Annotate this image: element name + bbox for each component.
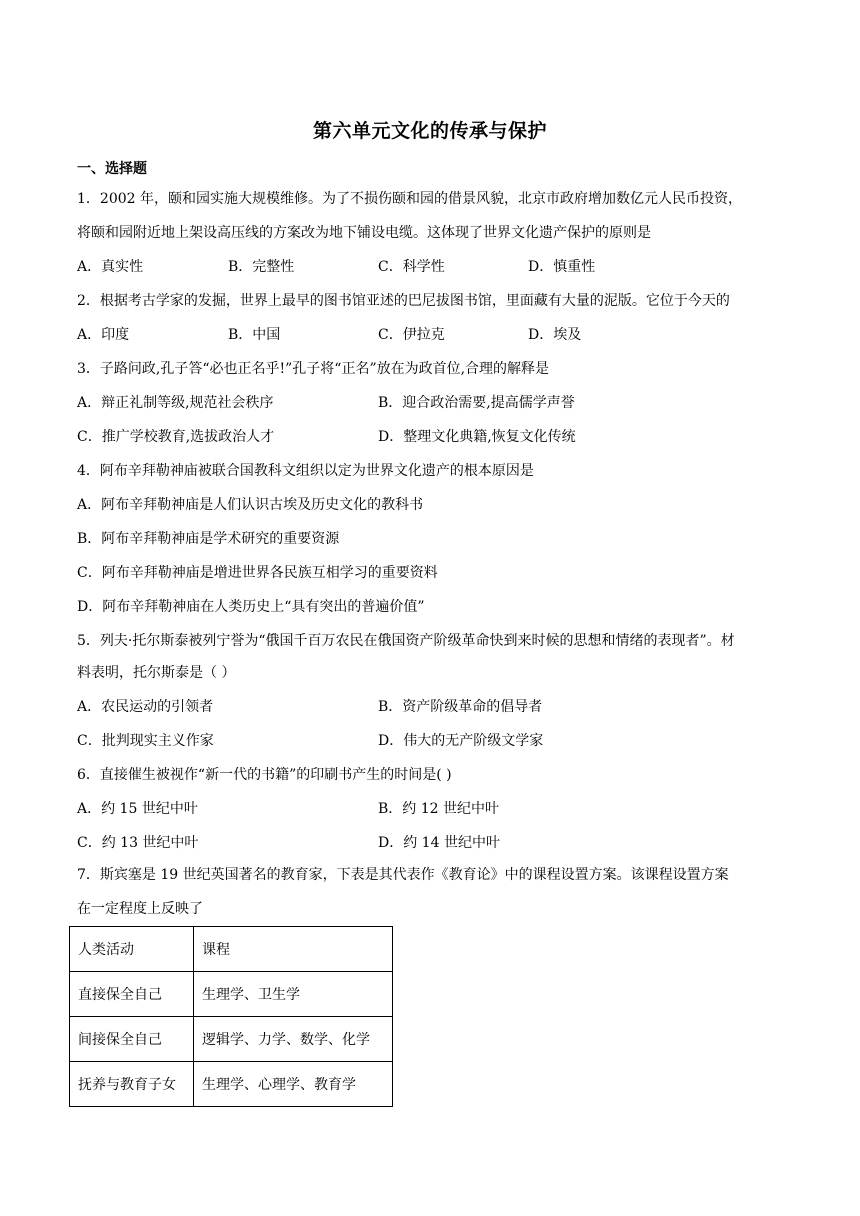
question-2-option-c: C．伊拉克 — [378, 327, 445, 343]
question-5-option-b: B．资产阶级革命的倡导者 — [378, 699, 543, 715]
table-row — [70, 1017, 393, 1062]
question-4-text-line-1: 4．阿布辛拜勒神庙被联合国教科文组织以定为世界文化遗产的根本原因是 — [77, 463, 534, 479]
question-6-option-a: A．约 15 世纪中叶 — [77, 801, 198, 817]
question-5-option-a: A．农民运动的引领者 — [77, 699, 214, 715]
question-3-option-d: D．整理文化典籍,恢复文化传统 — [378, 429, 576, 445]
question-4-option-c: C．阿布辛拜勒神庙是增进世界各民族互相学习的重要资料 — [77, 565, 438, 581]
question-4-option-b: B．阿布辛拜勒神庙是学术研究的重要资源 — [77, 531, 340, 547]
question-5-option-d: D．伟大的无产阶级文学家 — [378, 733, 544, 749]
page-title: 第六单元文化的传承与保护 — [312, 120, 547, 142]
question-5-option-c: C．批判现实主义作家 — [77, 733, 214, 749]
question-4-option-a: A．阿布辛拜勒神庙是人们认识古埃及历史文化的教科书 — [77, 497, 424, 513]
table-cell: 生理学、心理学、教育学 — [194, 1062, 393, 1107]
question-2-option-a: A．印度 — [77, 327, 130, 343]
question-1-option-d: D．慎重性 — [528, 259, 596, 275]
question-7-text-line-1: 7．斯宾塞是 19 世纪英国著名的教育家，下表是其代表作《教育论》中的课程设置方案。该课程设置方案 — [77, 867, 729, 883]
question-3-option-a: A．辩正礼制等级,规范社会秩序 — [77, 395, 274, 411]
question-5-text-line-2: 料表明，托尔斯泰是（ ） — [77, 665, 236, 681]
section-heading: 一、选择题 — [77, 161, 147, 177]
question-6-option-c: C．约 13 世纪中叶 — [77, 835, 199, 851]
question-4-option-d: D．阿布辛拜勒神庙在人类历史上“具有突出的普遍价值” — [77, 599, 425, 615]
table-header-row — [70, 927, 393, 972]
question-2-option-b: B．中国 — [228, 327, 281, 343]
table-header-cell: 人类活动 — [70, 927, 194, 972]
question-3-text-line-1: 3．子路问政,孔子答“必也正名乎!”孔子将“正名”放在为政首位,合理的解释是 — [77, 361, 550, 377]
question-1-text-line-1: 1．2002 年，颐和园实施大规模维修。为了不损伤颐和园的借景风貌，北京市政府增加数亿元人民币投资， — [77, 191, 742, 207]
question-6-option-d: D．约 14 世纪中叶 — [378, 835, 500, 851]
table-header-cell: 课程 — [194, 927, 393, 972]
question-2-option-d: D．埃及 — [528, 327, 582, 343]
question-3-option-b: B．迎合政治需要,提高儒学声誉 — [378, 395, 575, 411]
table-cell: 抚养与教育子女 — [70, 1062, 194, 1107]
question-1-text-line-2: 将颐和园附近地上架设高压线的方案改为地下铺设电缆。这体现了世界文化遗产保护的原则是 — [77, 225, 651, 241]
question-3-option-c: C．推广学校教育,选拔政治人才 — [77, 429, 275, 445]
question-6-option-b: B．约 12 世纪中叶 — [378, 801, 500, 817]
question-1-option-b: B．完整性 — [228, 259, 295, 275]
question-1-option-c: C．科学性 — [378, 259, 445, 275]
table-cell: 逻辑学、力学、数学、化学 — [194, 1017, 393, 1062]
table-cell: 生理学、卫生学 — [194, 972, 393, 1017]
question-6-text-line-1: 6．直接催生被视作“新一代的书籍”的印刷书产生的时间是( ) — [77, 767, 452, 783]
curriculum-table — [69, 926, 393, 1107]
table-cell: 直接保全自己 — [70, 972, 194, 1017]
question-5-text-line-1: 5．列夫·托尔斯泰被列宁誉为“俄国千百万农民在俄国资产阶级革命快到来时候的思想和情绪的表现者”。材 — [77, 633, 735, 649]
table-cell: 间接保全自己 — [70, 1017, 194, 1062]
question-7-text-line-2: 在一定程度上反映了 — [77, 901, 203, 917]
question-1-option-a: A．真实性 — [77, 259, 144, 275]
table-row — [70, 972, 393, 1017]
question-2-text-line-1: 2．根据考古学家的发掘，世界上最早的图书馆亚述的巴尼拔图书馆，里面藏有大量的泥版。它位于今天的 — [77, 293, 730, 309]
table-row — [70, 1062, 393, 1107]
